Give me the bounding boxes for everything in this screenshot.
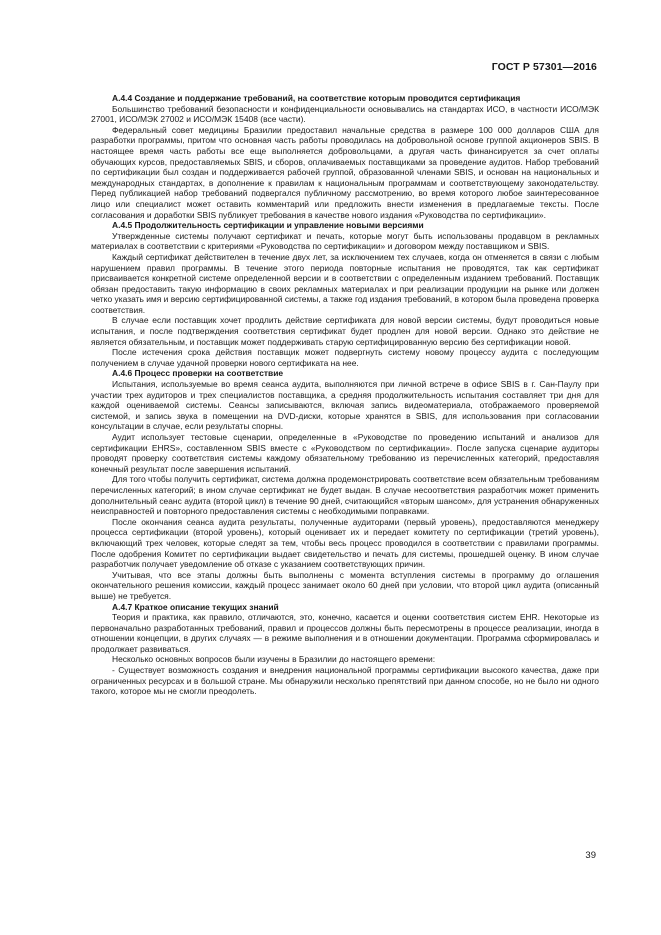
- standard-header: ГОСТ Р 57301—2016: [491, 61, 597, 73]
- paragraph: Каждый сертификат действителен в течение двух лет, за исключением тех случаев, когда он отменяется в связи с любым нарушением правил программы. В течение этого периода повторные испытания не проводятся, так как сертификат присваивается конкретной системе определенной версии и в соответствии с определенным изданием требований. Поставщик обязан предоставить такую информацию в своих рекламных материалах и при реализации продукции на рынке или должен четко указать имя и версию сертифицированной системы, а также год издания требований, в котором была проведена проверка соответствия.: [91, 251, 599, 315]
- paragraph: Аудит использует тестовые сценарии, определенные в «Руководстве по проведению испытаний и анализов для сертификации EHRS», составленном SBIS вместе с «Руководством по сертификации». После запуска сценарие аудиторы проводят проверку соответствия системы каждому обязательному требованию из перечисленных категорий, предоставляя конечный результат после завершения испытаний.: [91, 432, 599, 474]
- paragraph: Утвержденные системы получают сертификат и печать, которые могут быть использованы продавцом в рекламных материалах в соответствии с критериями «Руководства по сертификации» и договором между поставщиком и SBIS.: [91, 230, 599, 252]
- paragraph: Испытания, используемые во время сеанса аудита, выполняются при личной встрече в офисе SBIS в г. Сан-Паулу при участии трех аудиторов и трех специалистов поставщика, а средняя продолжительность испытания составляет три дня для каждой оцениваемой системы. Сеансы записываются, включая запись видеоматериала, отображаемого проверяемой системой, и запись звука в помещении на DVD-диски, которые хранятся в SBIS, для использования при согласовании консультации в случае, если результаты спорны.: [91, 379, 599, 432]
- paragraph: Федеральный совет медицины Бразилии предоставил начальные средства в размере 100 000 долларов США для разработки программы, притом что основная часть работы проводилась на добровольной основе группой акционеров SBIS. В настоящее время часть работы все еще выполняется добровольцами, а другая часть финансируется за счет оплаты обучающих курсов, предоставляемых SBIS, и сборов, оплачиваемых поставщиками за проведение аудитов. Набор требований по сертификации был создан и поддерживается рабочей группой, образованной членами SBIS, и основан на национальных и международных стандартах, в дополнение к правилам к национальным программам и соответствующему законодательству. Перед публикацией набор требований подвергался публичному рассмотрению, во время которого любое заинтересованное лицо или специалист может оставить комментарий или предложить внести изменения в предлагаемые тексты. После согласования и доработки SBIS публикует требования в качестве нового издания «Руководства по сертификации».: [91, 124, 599, 220]
- section-heading: А.4.7 Краткое описание текущих знаний: [112, 601, 279, 612]
- paragraph: Учитывая, что все этапы должны быть выполнены с момента вступления системы в программу до оглашения окончательного решения комиссии, каждый процесс занимает около 60 дней при условии, что второй цикл аудита (описанный выше) не требуется.: [91, 569, 599, 601]
- paragraph: После истечения срока действия поставщик может подвергнуть систему новому процессу аудита с последующим получением в случае удачной проверки нового сертификата на нее.: [91, 347, 599, 368]
- paragraph: Теория и практика, как правило, отличаются, это, конечно, касается и оценки соответствия систем EHR. Некоторые из первоначально разработанных требований, правил и процессов должны быть пересмотрены в процессе реализации, иногда в отношении концепции, в других случаях — в режиме выполнения и в отношении документации. Программа сформировалась и продолжает развиваться.: [91, 612, 599, 654]
- section-heading: А.4.6 Процесс проверки на соответствие: [112, 368, 284, 379]
- paragraph: - Существует возможность создания и внедрения национальной программы сертификации высокого качества, даже при ограниченных ресурсах и в большой стране. Мы обнаружили несколько препятствий при данном способе, но не было ни одного такого, которое мы не смогли преодолеть.: [91, 665, 599, 697]
- section-heading: А.4.4 Создание и поддержание требований, на соответствие которым проводится сертификация: [112, 93, 521, 103]
- section-heading: А.4.5 Продолжительность сертификации и управление новыми версиями: [112, 220, 424, 231]
- paragraph: Для того чтобы получить сертификат, система должна продемонстрировать соответствие всем обязательным требованиям перечисленных категорий; в ином случае сертификат не будет выдан. В случае несоответствия разработчик может применить дополнительный сеанс аудита (второй цикл) в течение 90 дней, считающийся «вторым шансом», для устранения обнаруженных неисправностей и повторного предоставления системы с необходимыми поправками.: [91, 474, 599, 517]
- page-number: 39: [585, 850, 596, 861]
- document-body: [91, 93, 599, 697]
- paragraph: Несколько основных вопросов были изучены в Бразилии до настоящего времени:: [112, 654, 436, 665]
- paragraph: После окончания сеанса аудита результаты, полученные аудиторами (первый уровень), предоставляются менеджеру процесса сертификации (второй уровень), который оценивает их и передает комитету по сертификации (третий уровень), включающий трех человек, которые следят за тем, чтобы весь процесс проводился в соответствии с правилами программы. После одобрения Комитет по сертификации выдает свидетельство и печать для системы, прошедшей оценку. В ином случае разработчик получает уведомление об отказе с указанием соответствующих причин.: [91, 516, 599, 570]
- paragraph: В случае если поставщик хочет продлить действие сертификата для новой версии системы, будут проводиться новые испытания, и после подтверждения соответствия сертификат будет продлен для новой версии. Однако это действие не является обязательным, и поставщик может поддерживать старую сертифицированную версию без сертификации новой.: [91, 315, 599, 347]
- paragraph: Большинство требований безопасности и конфиденциальности основывались на стандартах ИСО, в частности ИСО/МЭК 27001, ИСО/МЭК 27002 и ИСО/МЭК 15408 (все части).: [91, 103, 599, 125]
